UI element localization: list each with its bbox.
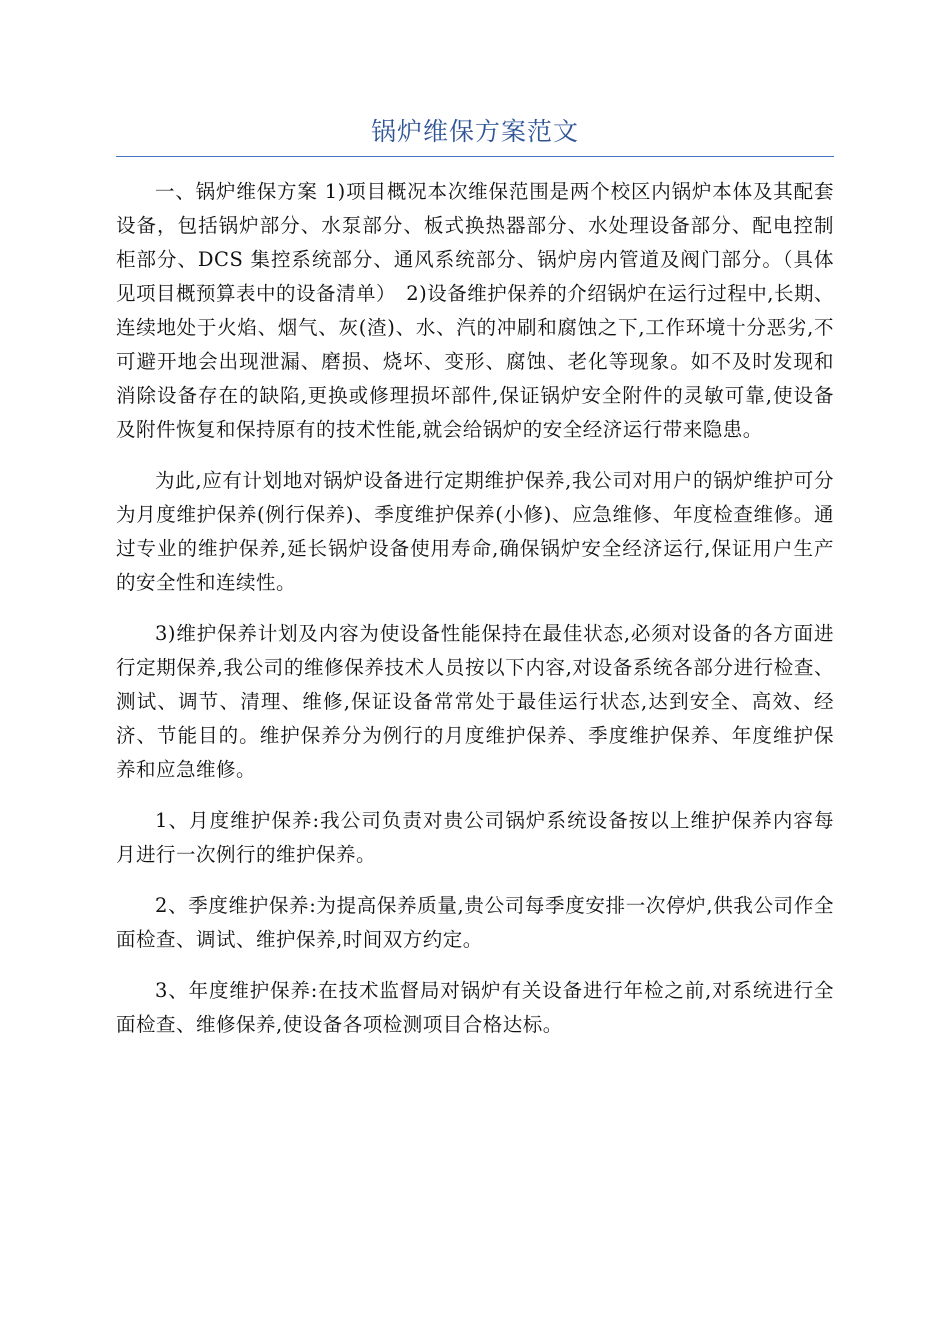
paragraph-maintenance-plan: 3)维护保养计划及内容为使设备性能保持在最佳状态,必须对设备的各方面进行定期保养,我公司的维修保养技术人员按以下内容,对设备系统各部分进行检查、测试、调节、清理、维修,保证设备常常处于最佳运行状态,达到安全、高效、经济、节能目的。维护保养分为例行的月度维护保养、季度维护保养、年度维护保养和应急维修。 — [116, 622, 834, 781]
paragraph-overview: 一、锅炉维保方案 1)项目概况本次维保范围是两个校区内锅炉本体及其配套设备，包括锅炉部分、水泵部分、板式换热器部分、水处理设备部分、配电控制柜部分、DCS 集控系统部分、通风系统部分、锅炉房内管道及阀门部分。（具体见项目概预算表中的设备清单） 2)设备维护保养的介绍锅炉在运行过程中,长期、连续地处于火焰、烟气、灰(渣)、水、汽的冲刷和腐蚀之下,工作环境十分恶劣,不可避开地会出现泄漏、磨损、烧坏、变形、腐蚀、老化等现象。如不及时发现和消除设备存在的缺陷,更换或修理损坏部件,保证锅炉安全附件的灵敏可靠,使设备及附件恢复和保持原有的技术性能,就会给锅炉的安全经济运行带来隐患。 — [116, 180, 834, 441]
paragraph-quarterly: 2、季度维护保养:为提高保养质量,贵公司每季度安排一次停炉,供我公司作全面检查、调试、维护保养,时间双方约定。 — [116, 894, 834, 951]
paragraph-monthly: 1、月度维护保养:我公司负责对贵公司锅炉系统设备按以上维护保养内容每月进行一次例行的维护保养。 — [116, 809, 834, 866]
title-block — [116, 112, 834, 157]
document-title: 锅炉维保方案范文 — [370, 117, 579, 146]
paragraph-annual: 3、年度维护保养:在技术监督局对锅炉有关设备进行年检之前,对系统进行全面检查、维修保养,使设备各项检测项目合格达标。 — [116, 979, 834, 1036]
document-body — [116, 175, 834, 1059]
paragraph-maintenance-types: 为此,应有计划地对锅炉设备进行定期维护保养,我公司对用户的锅炉维护可分为月度维护保养(例行保养)、季度维护保养(小修)、应急维修、年度检查维修。通过专业的维护保养,延长锅炉设备使用寿命,确保锅炉安全经济运行,保证用户生产的安全性和连续性。 — [116, 469, 834, 594]
